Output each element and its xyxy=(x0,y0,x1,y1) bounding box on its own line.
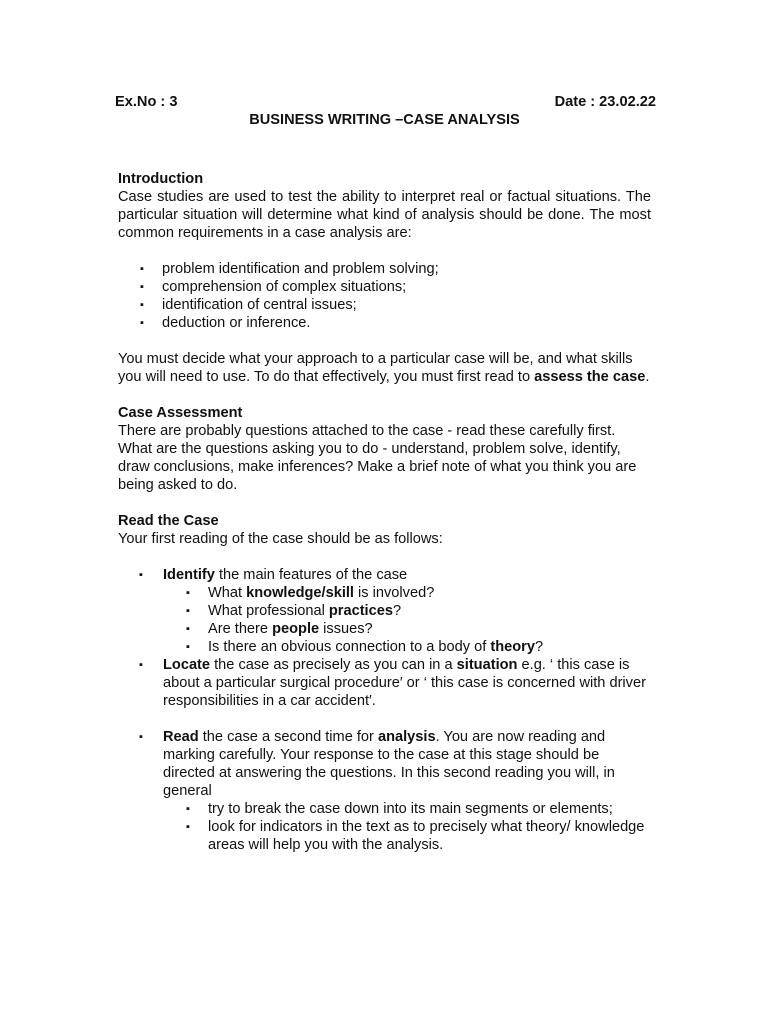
read-case-intro: Your first reading of the case should be as follows: xyxy=(118,531,443,547)
list-item xyxy=(163,602,651,620)
sub-bold: knowledge/skill xyxy=(246,585,354,601)
approach-end: . xyxy=(645,369,650,385)
analysis-bold: analysis xyxy=(377,729,436,745)
introduction-heading: Introduction xyxy=(118,171,204,187)
list-item: ▪ identification of central issues; xyxy=(118,296,651,314)
assessment-heading: Case Assessment xyxy=(118,405,243,421)
introduction-paragraph: Case studies are used to test the ability to interpret real or factual situations. The particular situation will determine what kind of analysis should be done. The most common requirements in a case analysis are: xyxy=(118,189,651,241)
sub-pre: What xyxy=(208,585,247,601)
approach-text: You must decide what your approach to a particular case will be, and what skills you will need to use. To do that effectively, you must first read to xyxy=(118,351,633,385)
exercise-number: Ex.No : 3 xyxy=(115,94,178,110)
sub-bold: practices xyxy=(328,603,393,619)
list-item-read xyxy=(118,728,651,854)
exercise-date: Date : 23.02.22 xyxy=(554,94,656,110)
document-title: BUSINESS WRITING –CASE ANALYSIS xyxy=(249,112,520,128)
reading-steps-list xyxy=(118,566,651,854)
sub-pre: Is there an obvious connection to a body of xyxy=(208,639,491,655)
read-sublist xyxy=(163,800,651,854)
read-rest: . You are now reading and marking carefully. Your response to the case at this stage should be directed at answering the questions. In this second reading you will, in general xyxy=(163,729,615,799)
locate-rest: e.g. ‘ this case is about a particular surgical procedure′ or ‘ this case is concerned with driver responsibilities in a car accident′. xyxy=(163,657,646,709)
sub-post: ? xyxy=(534,639,544,655)
sub-post: is involved? xyxy=(354,585,435,601)
read-bold: Read xyxy=(163,729,199,745)
document-page xyxy=(115,93,656,854)
list-item: ▪ deduction or inference. xyxy=(118,314,651,332)
sub-bold: people xyxy=(272,621,320,637)
identify-bold: Identify xyxy=(163,567,215,583)
identify-text: the main features of the case xyxy=(214,567,408,583)
list-item xyxy=(163,584,651,602)
sub-bold: theory xyxy=(490,639,535,655)
sub-pre: Are there xyxy=(208,621,273,637)
identify-sublist xyxy=(163,584,651,656)
list-item-identify xyxy=(118,566,651,656)
header-row xyxy=(115,93,656,111)
read-case-heading: Read the Case xyxy=(118,513,219,529)
read-mid: the case a second time for xyxy=(198,729,378,745)
situation-bold: situation xyxy=(456,657,518,673)
approach-paragraph xyxy=(118,350,651,386)
locate-bold: Locate xyxy=(163,657,211,673)
locate-mid: the case as precisely as you can in a xyxy=(210,657,457,673)
list-item xyxy=(163,638,651,656)
list-item xyxy=(163,620,651,638)
sub-post: issues? xyxy=(319,621,373,637)
requirements-list xyxy=(118,260,651,332)
approach-bold: assess the case xyxy=(534,369,646,385)
sub-pre: What professional xyxy=(208,603,329,619)
list-item-locate xyxy=(118,656,651,710)
assessment-paragraph: There are probably questions attached to the case - read these carefully first. What are the questions asking you to do - understand, problem solve, identify, draw conclusions, make inferences? Make a brief note of what you think you are being asked to do. xyxy=(118,423,637,493)
sub-post: ? xyxy=(392,603,402,619)
list-item: ▪ comprehension of complex situations; xyxy=(118,278,651,296)
list-item: ▪ try to break the case down into its main segments or elements; xyxy=(163,800,651,818)
list-item: ▪ look for indicators in the text as to precisely what theory/ knowledge areas will help you with the analysis. xyxy=(163,818,651,854)
list-item: ▪ problem identification and problem solving; xyxy=(118,260,651,278)
